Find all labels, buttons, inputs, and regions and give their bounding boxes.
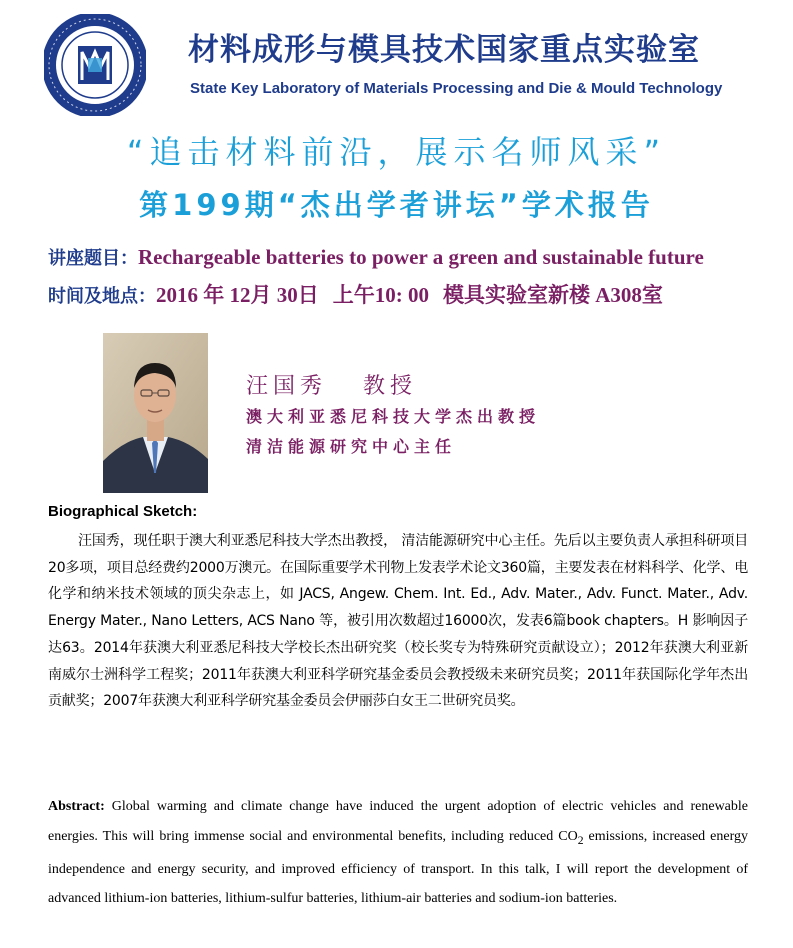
speaker-title: 教授 bbox=[363, 374, 418, 399]
topic-label: 讲座题目： bbox=[48, 248, 138, 269]
lecture-topic: Rechargeable batteries to power a green and sustainable future bbox=[138, 245, 704, 269]
lecture-date: 2016 年 12月 30日 bbox=[156, 283, 319, 307]
lecture-time: 上午10: 00 bbox=[332, 283, 429, 307]
abstract-text-1: Global warming and climate change have induced the urgent adoption of electric vehicles and renewable energies. This will bring immense social and environmental benefits, including reduced CO bbox=[48, 799, 748, 844]
lecture-time-row bbox=[48, 279, 677, 309]
speaker-position-2: 清洁能源研究中心主任 bbox=[246, 437, 457, 456]
abstract-text-2: emissions, increased energy independence and energy security, and improved efficiency of transport. In this talk, I will report the development of advanced lithium-ion batteries, lithium-sulfur batteries, lithium-air batteries and sodium-ion batteries. bbox=[48, 828, 749, 907]
lecture-venue: 模具实验室新楼 A308室 bbox=[443, 283, 663, 307]
bio-heading: Biographical Sketch: bbox=[48, 503, 198, 520]
lecture-topic-row bbox=[48, 244, 704, 270]
forum-title: 第199期“杰出学者讲坛”学术报告 bbox=[139, 188, 654, 222]
lab-seal-logo-icon bbox=[44, 14, 146, 116]
abstract-subscript: 2 bbox=[577, 833, 584, 847]
abstract bbox=[48, 792, 748, 914]
speaker-position-1: 澳大利亚悉尼科技大学杰出教授 bbox=[246, 407, 541, 426]
lab-name-chinese: 材料成形与模具技术国家重点实验室 bbox=[188, 32, 700, 68]
time-label: 时间及地点： bbox=[48, 286, 156, 307]
speaker-name-line bbox=[246, 369, 417, 400]
lab-name-english: State Key Laboratory of Materials Processing and Die & Mould Technology bbox=[190, 80, 723, 97]
speaker-photo bbox=[103, 333, 208, 493]
slogan: “追击材料前沿，展示名师风采” bbox=[126, 133, 667, 171]
bio-text: 汪国秀，现任职于澳大利亚悉尼科技大学杰出教授， 清洁能源研究中心主任。先后以主要负责人承担科研项目20多项，项目总经费约2000万澳元。在国际重要学术刊物上发表学术论文360篇，主要发表在材料科学、化学、电化学和纳米技术领域的顶尖杂志上，如 JACS, Angew. Chem. Int. Ed., Adv. Mater., Adv. Funct. Mater., Adv. Energy Mater., Nano Letters, ACS Nano 等，被引用次数超过16000次，发表6篇book chapters。H 影响因子达63。2014年获澳大利亚悉尼科技大学校长杰出研究奖（校长奖专为特殊研究贡献设立）；2012年获澳大利亚新南威尔士洲科学工程奖；2011年获澳大利亚科学研究基金委员会教授级未来研究员奖；2011年获国际化学年杰出贡献奖；2007年获澳大利亚科学研究基金委员会伊丽莎白女王二世研究员奖。 bbox=[48, 533, 748, 710]
abstract-label: Abstract: bbox=[48, 799, 105, 814]
speaker-name: 汪国秀 bbox=[246, 374, 328, 399]
